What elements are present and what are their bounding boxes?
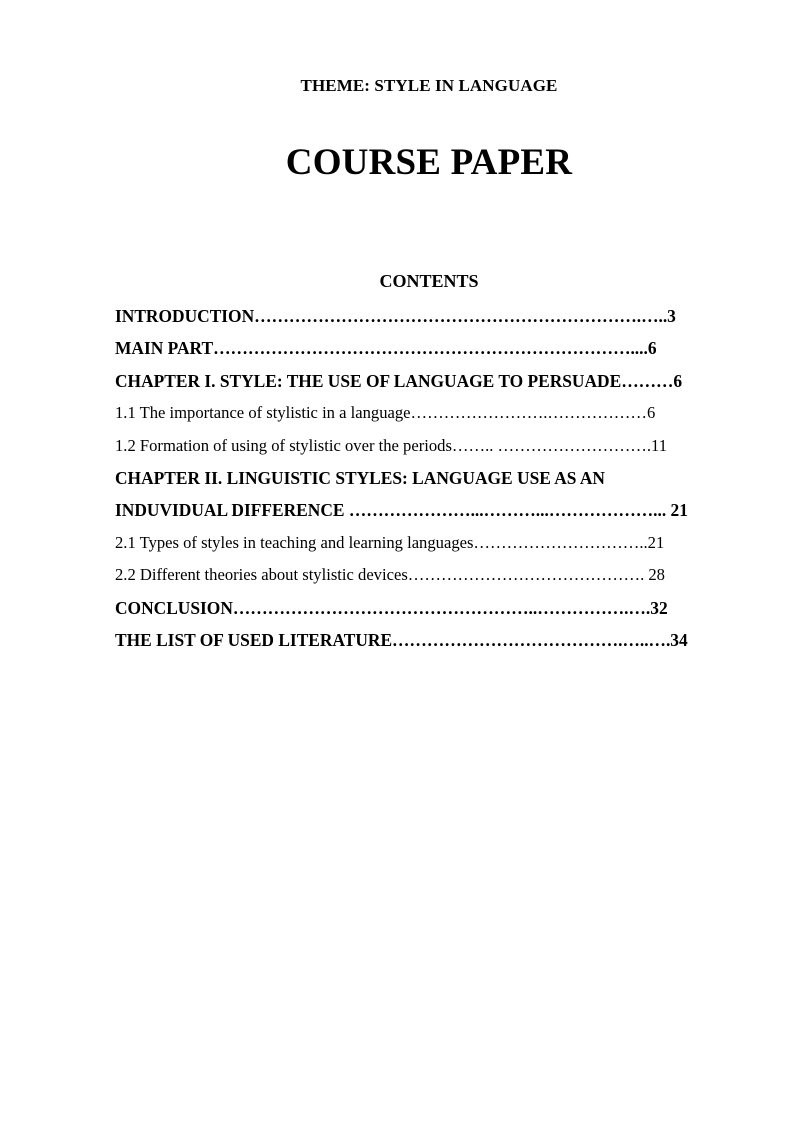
contents-heading: CONTENTS [379, 271, 479, 291]
toc-entry-section-2-1: 2.1 Types of styles in teaching and learning languages…………………………..21 [115, 532, 665, 552]
toc-entry-main-part: MAIN PART………………………………………………………………....6 [115, 338, 657, 359]
toc-entry-section-2-2: 2.2 Different theories about stylistic devices……………………………………. 28 [115, 565, 665, 585]
toc-entry-chapter-2-continuation: INDUVIDUAL DIFFERENCE …………………...………...………………... 21 [115, 500, 688, 521]
table-of-contents [115, 303, 745, 659]
page-title: COURSE PAPER [285, 142, 573, 183]
toc-entry-section-1-1: 1.1 The importance of stylistic in a language…………………….………………6 [115, 403, 656, 423]
toc-entry-introduction: INTRODUCTION………………………………………………………….…..3 [115, 306, 676, 326]
toc-entry-chapter-2-title: CHAPTER II. LINGUISTIC STYLES: LANGUAGE USE AS AN [115, 467, 605, 488]
toc-entry-literature: THE LIST OF USED LITERATURE………………………………….…..….34 [115, 629, 688, 650]
theme-line: THEME: STYLE IN LANGUAGE [300, 76, 558, 95]
toc-entry-section-1-2: 1.2 Formation of using of stylistic over the periods…….. ……………………….11 [115, 435, 668, 455]
toc-entry-chapter-1: CHAPTER I. STYLE: THE USE OF LANGUAGE TO PERSUADE………6 [115, 370, 683, 391]
toc-entry-conclusion: CONCLUSION……………………………………………..…………….….32 [115, 597, 668, 618]
